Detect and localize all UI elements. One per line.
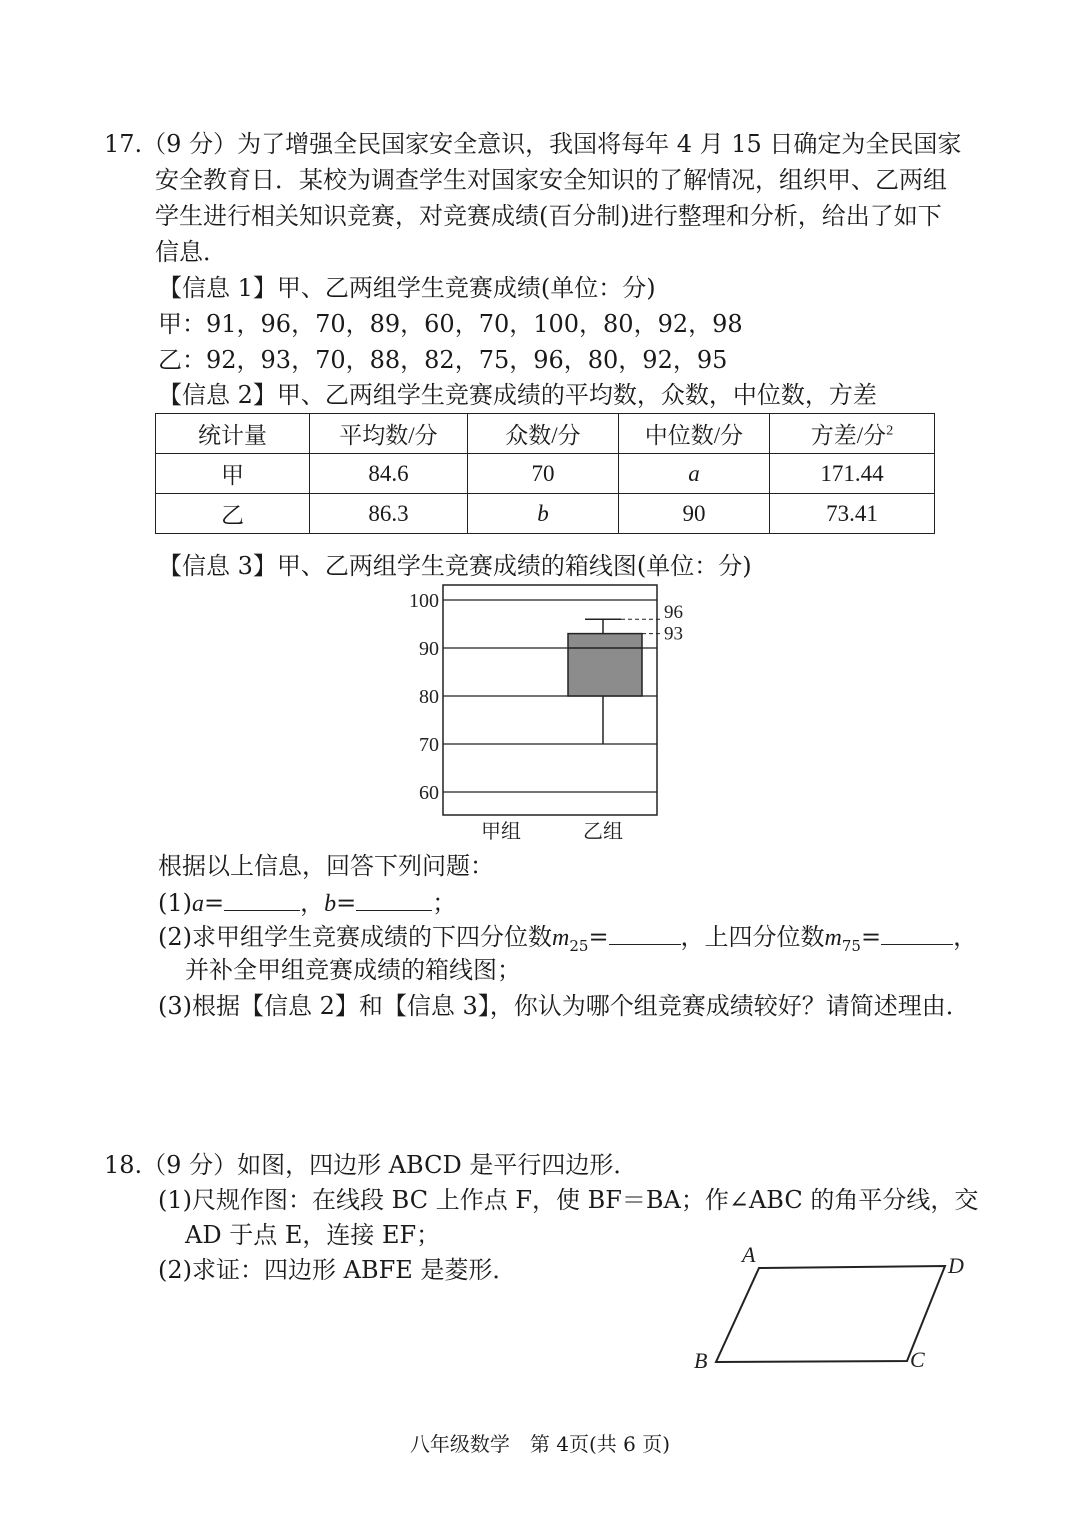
y-tick-label: 90 [419,638,439,660]
sub1-end: ； [432,889,457,917]
info2-title: 【信息 2】甲、乙两组学生竞赛成绩的平均数，众数，中位数，方差 [158,381,877,409]
sub1-eq2: = [336,889,357,917]
y-tick-labels [409,590,439,804]
sub2-m25-var: m [552,925,570,951]
annotation-max: 96 [664,602,683,624]
info3-title: 【信息 3】甲、乙两组学生竞赛成绩的箱线图(单位：分) [158,552,752,580]
sub2-end: ， [953,923,978,951]
sub2-eq1: = [588,923,609,951]
variance-label: 方差/分 [810,423,887,448]
q17-sub2-line2: 并补全甲组竞赛成绩的箱线图； [185,956,521,984]
sub2-m75-var: m [824,925,842,951]
box-iqr [568,634,642,696]
table-header: 众数/分 [468,414,619,454]
y-tick-label: 70 [419,734,439,756]
table-cell: a [619,454,770,494]
vertex-label-c: C [910,1347,925,1372]
q18-points: （9 分） [142,1151,238,1179]
info1-yi: 乙：92，93，70，88，82，75，96，80，92，95 [158,346,728,374]
vertex-label-b: B [694,1348,708,1373]
vertex-label-a: A [742,1242,756,1267]
table-cell: 甲 [156,454,310,494]
q18-number: 18. [104,1151,143,1179]
y-tick-label: 80 [419,686,439,708]
sub1-comma: ， [300,889,325,917]
variance-sup: 2 [886,423,894,439]
table-header-row [156,414,935,454]
y-tick-label: 100 [409,590,439,612]
sub1-a-var: a [192,891,204,917]
table-row [156,494,935,534]
category-label: 甲组 [481,821,521,843]
stats-table [155,413,935,534]
parallelogram-figure [680,1235,1000,1385]
vertex-label-d: D [948,1253,964,1278]
sub1-b-var: b [324,891,337,917]
y-tick-label: 60 [419,782,439,804]
table-header: 平均数/分 [310,414,468,454]
sub2-eq2: = [860,923,882,951]
annotation-q3: 93 [664,623,683,645]
answer-blank-m25[interactable] [609,920,681,945]
sub2-sub25: 25 [569,936,589,955]
category-labels [481,820,623,843]
boxplot-chart [400,580,700,850]
sub1-eq1: = [204,889,225,917]
table-cell: 90 [619,494,770,534]
sub2-prefix: (2)求甲组学生竞赛成绩的下四分位数 [158,923,552,951]
table-row [156,454,935,494]
table-cell: 171.44 [770,454,935,494]
q18-sub1-line2: AD 于点 E，连接 EF； [185,1221,441,1249]
q17-prompt: 根据以上信息，回答下列问题： [158,852,494,880]
table-cell: 84.6 [310,454,468,494]
q18-sub2: (2)求证：四边形 ABFE 是菱形． [158,1256,517,1284]
answer-blank-m75[interactable] [881,920,953,945]
q17-sub1 [158,886,456,920]
q17-line-1 [104,128,961,160]
q18-sub1-line1: (1)尺规作图：在线段 BC 上作点 F，使 BF＝BA；作∠ABC 的角平分线，交 [158,1186,979,1214]
table-header: 统计量 [156,414,310,454]
q17-intro-1: 为了增强全民国家安全意识，我国将每年 4 月 15 日确定为全民国家 [237,130,962,158]
box-group [568,602,683,744]
info1-title: 【信息 1】甲、乙两组学生竞赛成绩(单位：分) [158,274,656,302]
sub2-mid: ，上四分位数 [680,923,825,951]
sub1-prefix: (1) [158,889,192,917]
answer-blank-a[interactable] [224,886,300,911]
table-cell: 70 [468,454,619,494]
sub2-sub75: 75 [841,936,861,955]
q17-sub3: (3)根据【信息 2】和【信息 3】，你认为哪个组竞赛成绩较好？请简述理由． [158,992,970,1020]
info1-jia: 甲：91，96，70，89，60，70，100，80，92，98 [158,310,743,338]
table-cell: b [468,494,619,534]
table-header: 中位数/分 [619,414,770,454]
q18-intro: 如图，四边形 ABCD 是平行四边形． [237,1151,638,1179]
table-cell: 86.3 [310,494,468,534]
q18-line-1 [104,1149,637,1181]
table-cell: 73.41 [770,494,935,534]
page-footer: 八年级数学 第 4页(共 6 页) [409,1432,671,1456]
q17-number: 17. [104,130,143,158]
table-header-variance [770,414,935,454]
answer-blank-b[interactable] [356,886,432,911]
q17-line-2: 安全教育日．某校为调查学生对国家安全知识的了解情况，组织甲、乙两组 [155,166,947,194]
table-cell: 乙 [156,494,310,534]
q17-line-4: 信息． [155,238,227,266]
q17-points: （9 分） [142,130,238,158]
q17-line-3: 学生进行相关知识竞赛，对竞赛成绩(百分制)进行整理和分析，给出了如下 [155,202,942,230]
category-label: 乙组 [583,821,623,843]
